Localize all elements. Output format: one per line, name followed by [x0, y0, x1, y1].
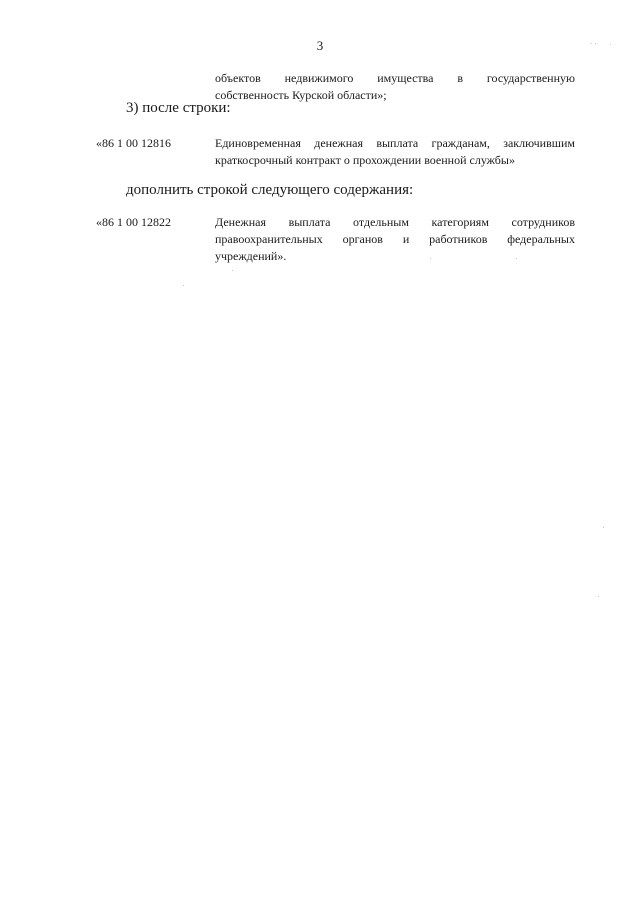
entry-1-line-2: краткосрочный контракт о прохождении военной службы» — [215, 153, 515, 167]
scan-speck — [598, 596, 599, 597]
item-3-heading: 3) после строки: — [126, 100, 231, 116]
entry-2-line-3: учреждений». — [215, 249, 287, 263]
entry-2-description — [215, 214, 575, 265]
scan-speck — [603, 527, 604, 528]
entry-2-line-1: Денежная выплата отдельным категориям сотрудников — [215, 215, 575, 229]
entry-1-code: «86 1 00 12816 — [96, 136, 171, 150]
entry-1-description — [215, 135, 575, 169]
scan-speck — [183, 285, 184, 286]
scan-speck — [516, 258, 517, 259]
scan-speck — [430, 258, 431, 259]
instruction-text: дополнить строкой следующего содержания: — [126, 182, 414, 198]
entry-1-line-1: Единовременная денежная выплата гражданам, заключившим — [215, 136, 575, 150]
entry-2-code: «86 1 00 12822 — [96, 215, 171, 229]
scan-speck — [610, 44, 611, 45]
entry-2-line-2: правоохранительных органов и работников федеральных — [215, 232, 575, 246]
scan-speck — [232, 270, 233, 271]
continuation-block — [215, 70, 575, 104]
page-number: 3 — [316, 38, 324, 53]
scan-artifact-mark: ·· — [590, 40, 599, 48]
continuation-line-2: собственность Курской области»; — [215, 88, 387, 102]
continuation-line-1: объектов недвижимого имущества в государственную — [215, 71, 575, 85]
